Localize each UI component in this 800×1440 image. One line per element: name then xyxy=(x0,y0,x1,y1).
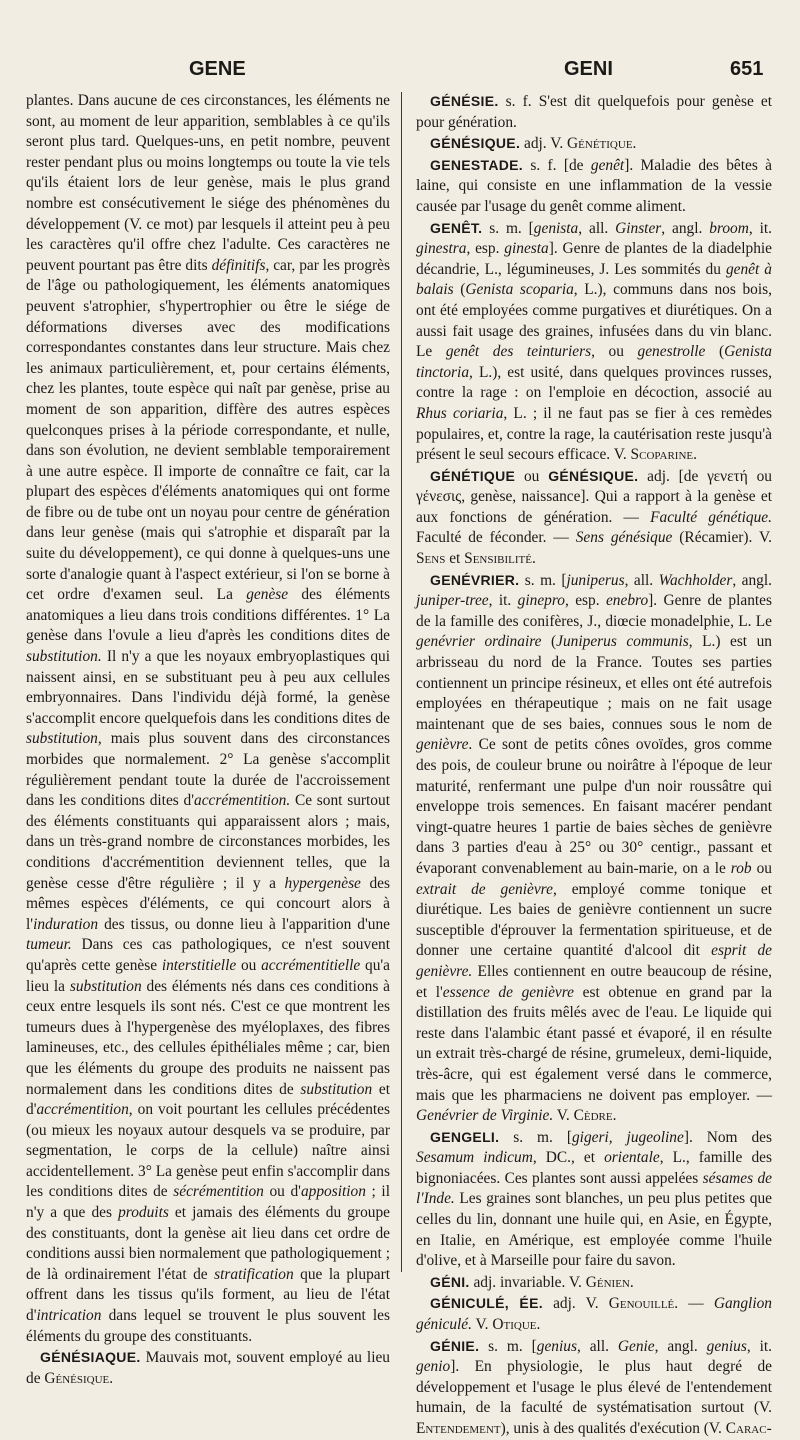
headword: GENÉVRIER. xyxy=(430,571,520,588)
headword: GÉNÉTIQUE xyxy=(430,467,516,484)
entry-gengeli: GENGELI. s. m. [gigeri, jugeoline]. Nom des Sesamum indicum, DC., et orientale, L., famille des bignoniacées. Ces plantes sont aussi appelées sésames de l'Inde. Les graines sont blanches, un peu plus petites que celles du lin, donnant une huile qui, en Asie, en Égypte, en Italie, en Amérique, est employée comme l'huile d'olive, et à Marseille pour faire du savon. xyxy=(416,1128,773,1270)
entry-genevrier: GENÉVRIER. s. m. [juniperus, all. Wachholder, angl. juniper-tree, it. ginepro, esp. enebro]. Genre de plantes de la famille des conifères, J., diœcie monadelphie, L. Le genévrier ordinaire (Juniperus communis, L.) est un arbrisseau du nord de la France. Toutes ses parties contiennent un principe résineux, et elles ont été autrefois employées en thérapeutique ; mais on ne fait usage maintenant que de ses baies, connues sous le nom de genièvre. Ce sont de petits cônes ovoïdes, gros comme des pois, de couleur brune ou noirâtre à l'époque de leur maturité, renfermant une pulpe d'un noir roussâtre qui enveloppe trois semences. En faisant macérer pendant vingt-quatre heures 1 partie de baies sèches de genièvre dans 3 parties d'eau à 25° ou 30° centigr., passant et évaporant convenablement au bain-marie, on a le rob ou extrait de genièvre, employé comme tonique et diurétique. Les baies de genièvre contiennent un sucre susceptible d'éprouver la fermentation spiritueuse, et de donner une certaine quantité d'alcool dit esprit de genièvre. Elles contiennent en outre beaucoup de résine, et l'essence de genièvre est obtenue en grand par la distillation des fruits mêlés avec de l'eau. Le liquide qui reste dans l'alambic étant passé et évaporé, il en résulte un extrait très-chargé de résine, grumeleux, demi-liquide, très-âcre, qui est également versé dans le commerce, mais que les pharmaciens ne doivent pas employer. — Genévrier de Virginie. V. Cèdre. xyxy=(416,571,773,1125)
headword: GENESTADE. xyxy=(430,156,523,173)
headword: GÉNÉSIAQUE. xyxy=(40,1349,141,1366)
header-left-word: GENE xyxy=(189,58,246,80)
entry-genesie: GÉNÉSIE. s. f. S'est dit quelquefois pour genèse et pour génération. xyxy=(416,93,772,131)
left-column xyxy=(26,91,390,1389)
genese-continuation-paragraph: plantes. Dans aucune de ces circonstances, les éléments ne sont, au moment de leur apparition, semblables à ce qu'ils seront plus tard. Quelques-uns, en petit nombre, peuvent rester pendant plus ou moins longtemps ou toute la vie tels qu'ils étaient lors de leur genèse, mais le plus grand nombre est consécutivement le siége des phénomènes du développement (V. ce mot) par lesquels il atteint peu à peu les caractères qu'il offre chez l'adulte. Ces caractères ne peuvent pourtant pas être dits définitifs, car, par les progrès de l'âge ou pathologiquement, les éléments anatomiques peuvent s'atrophier, s'hypertrophier ou être le siége de déformations diverses avec des modifications correspondantes constantes dans leur structure. Mais chez les animaux particulièrement, et, pour certains éléments, chez les plantes, toute espèce qui naît par genèse, prise au moment de son apparition, diffère des autres espèces quelconques prises à la période correspondante, et nulle, dans son évolution, ne devient semblable temporairement à une autre espèce. Il importe de connaître ce fait, car la plupart des espèces d'éléments anatomiques qui ont forme de fibre ou de tube ont un noyau pour centre de génération dans leur genèse (mais qui s'atrophie et disparaît par la suite du développement), ce qui donne à quelques-uns une sorte d'analogie quant à l'aspect extérieur, si l'on se borne à cet ordre d'examen seul. La genèse des éléments anatomiques a lieu dans trois conditions différentes. 1° La genèse dans l'ovule a lieu d'après les conditions dites de substitution. Il n'y a que les noyaux embryoplastiques qui naissent ainsi, en se substituant peu à peu aux cellules embryonnaires. Dans l'individu déjà formé, la genèse s'accomplit encore quelquefois dans les conditions dites de substitution, mais plus souvent dans des circonstances morbides que normalement. 2° La genèse s'accomplit régulièrement pendant toute la durée de l'accroissement dans les conditions dites d'accrémentition. Ce sont surtout des éléments constituants qui apparaissent alors ; mais, dans un très-grand nombre de circonstances morbides, les conditions d'accrémentition deviennent telles, que la genèse cesse d'être régulière ; il y a hypergenèse des mêmes espèces d'éléments, ce qui concourt alors à l'induration des tissus, ou donne lieu à l'apparition d'une tumeur. Dans ces cas pathologiques, ce n'est souvent qu'après cette genèse interstitielle ou accrémentitielle qu'a lieu la substitution des éléments nés dans ces conditions à ceux entre lesquels ils sont nés. C'est ce que montrent les tumeurs dues à l'hypergenèse des myéloplaxes, des fibres lamineuses, etc., des cellules épithéliales même ; car, bien que les éléments du groupe des produits ne naissent pas normalement dans les conditions dites de substitution et d'accrémentition, on voit pourtant les cellules précédentes (ou mieux les noyaux autour desquels va se produire, par segmentation, le corps de la cellule) naître ainsi accidentellement. 3° La genèse peut enfin s'accomplir dans les conditions dites de sécrémentition ou d'apposition ; il n'y a que des produits et jamais des éléments du groupe des constituants, dont la genèse ait lieu dans cet ordre de conditions aussi bien normalement que pathologiquement ; de là ordinairement l'état de stratification que la plupart offrent dans les tissus qu'ils forment, au lieu de l'état d'intrication dans lequel se trouvent le plus souvent les éléments du groupe des constituants. xyxy=(26,92,391,1345)
running-header xyxy=(24,58,776,88)
entry-genesiaque: GÉNÉSIAQUE. Mauvais mot, souvent employé au lieu de Génésique. xyxy=(26,1349,390,1387)
column-divider xyxy=(401,92,402,1272)
page-number: 651 xyxy=(730,58,764,80)
entry-genet: GENÊT. s. m. [genista, all. Ginster, angl. broom, it. ginestra, esp. ginesta]. Genre de plantes de la diadelphie décandrie, L., légumineuses, J. Les sommités du genêt à balais (Genista scoparia, L.), communs dans nos bois, ont été employées comme purgatives et diurétiques. On a aussi fait usage des graines, infusées dans du vin blanc. Le genêt des teinturiers, ou genestrolle (Genista tinctoria, L.), est usité, dans quelques provinces russes, contre la rage : on l'emploie en décoction, associé au Rhus coriaria, L. ; il ne faut pas se fier à ces remèdes populaires, et, contre la rage, la cautérisation reste jusqu'à présent le seul secours efficace. V. Scoparine. xyxy=(416,219,773,464)
entry-genestade: GENESTADE. s. f. [de genêt]. Maladie des bêtes à laine, qui consiste en une inflammation de la vessie causée par l'usage du genêt comme aliment. xyxy=(416,156,773,215)
entry-genicule: GÉNICULÉ, ÉE. adj. V. Genouillé. — Ganglion géniculé. V. Otique. xyxy=(416,1295,772,1334)
header-center-word: GENI xyxy=(564,58,613,80)
headword: GÉNI. xyxy=(430,1273,470,1290)
right-column xyxy=(416,91,772,1440)
headword: GÉNÉSIQUE. xyxy=(430,135,521,152)
headword: GÉNICULÉ, ÉE. xyxy=(430,1295,543,1312)
entry-geni: GÉNI. adj. invariable. V. Génien. xyxy=(430,1273,634,1291)
entry-genesique: GÉNÉSIQUE. adj. V. Génétique. xyxy=(430,135,637,153)
headword: GENÊT. xyxy=(430,219,483,236)
entry-genetique: GÉNÉTIQUE ou GÉNÉSIQUE. adj. [de γενετή ou γένεσις, genèse, naissance]. Qui a rapport à la genèse et aux fonctions de génération. — Faculté génétique. Faculté de féconder. — Sens génésique (Récamier). V. Sens et Sensibilité. xyxy=(416,467,772,568)
headword: GÉNÉSIE. xyxy=(430,93,499,109)
headword: GÉNIE. xyxy=(430,1337,480,1354)
entry-genie: GÉNIE. s. m. [genius, all. Genie, angl. genius, it. genio]. En physiologie, le plus haut degré de développement et l'usage le plus élevé de l'entendement humain, de la faculté de systématisation surtout (V. Entendement), unis à des qualités d'exécution (V. Carac- xyxy=(416,1337,772,1437)
headword: GENGELI. xyxy=(430,1128,500,1145)
